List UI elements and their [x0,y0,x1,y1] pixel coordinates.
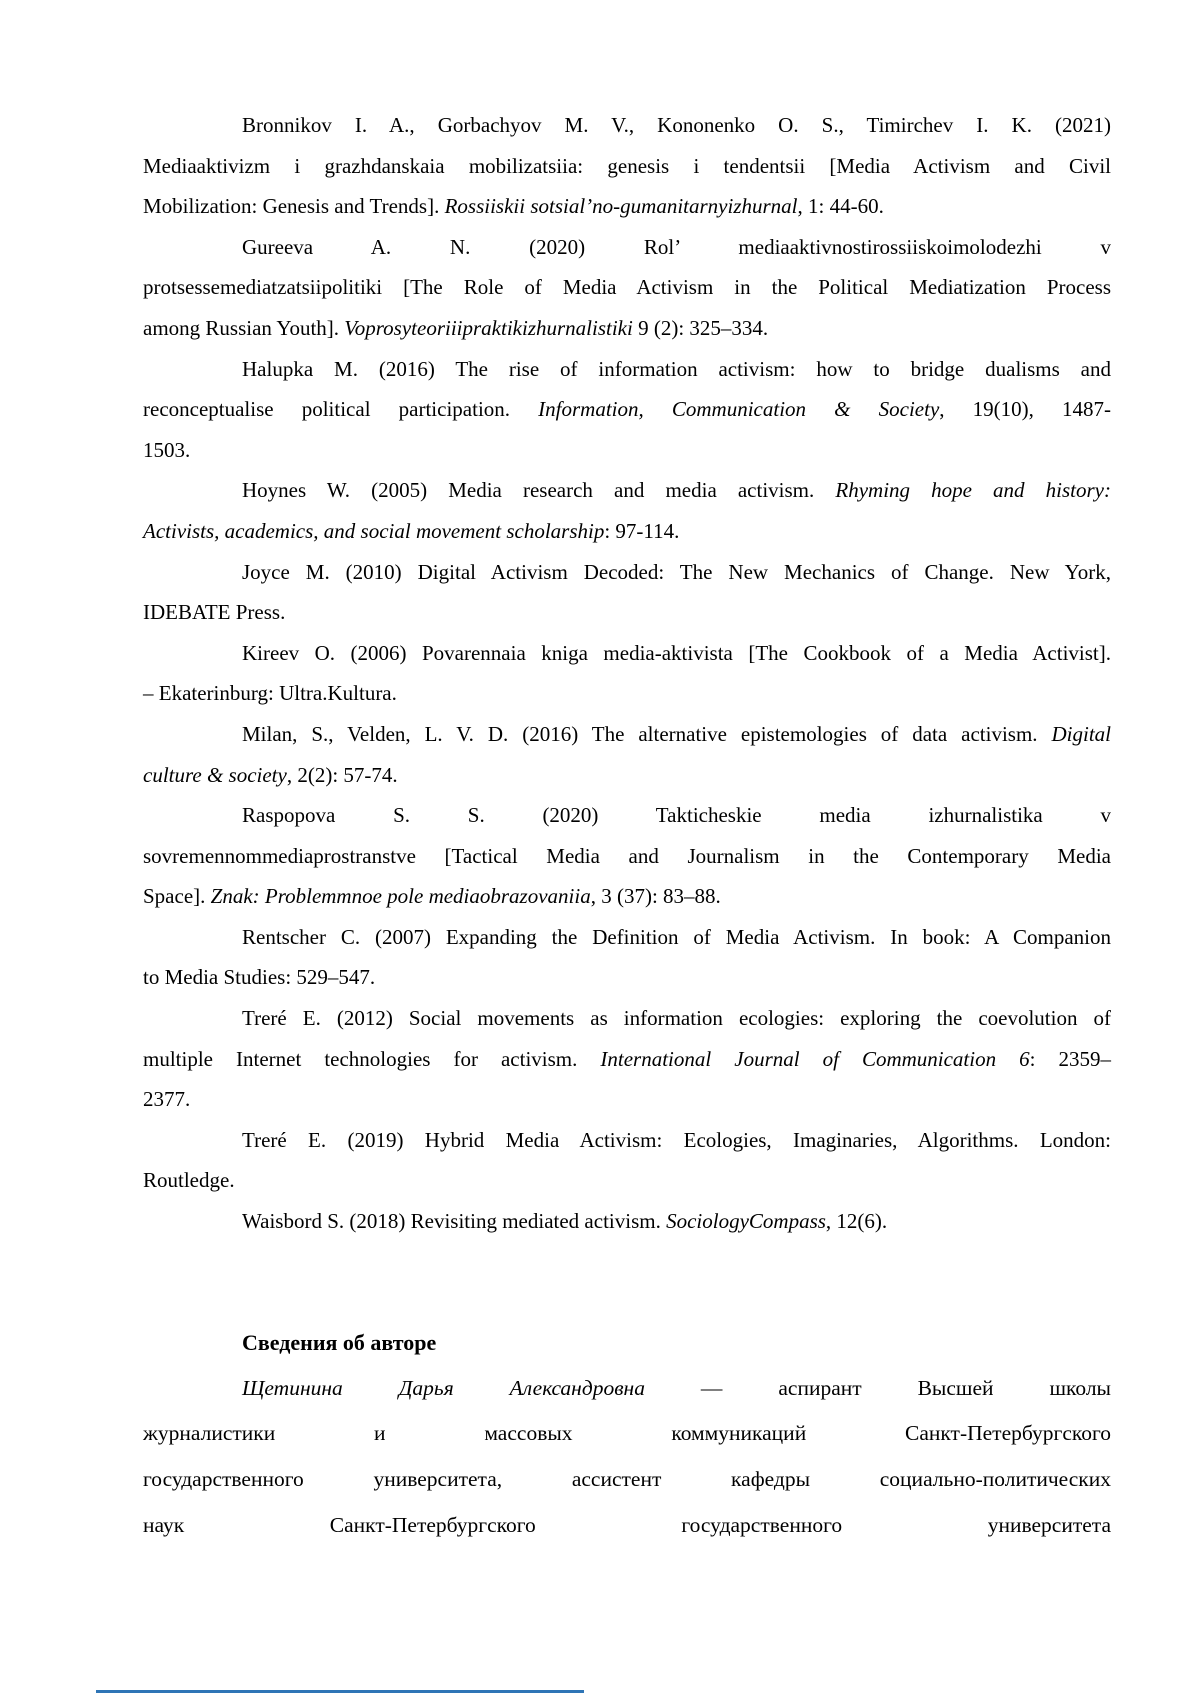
text-segment: Milan, S., Velden, L. V. D. (2016) The alternative epistemologies of data activism. [242,721,1052,746]
references-list [143,105,1111,1242]
author-paragraph [143,1366,1111,1549]
text-line [143,1366,1111,1412]
text-line [143,1457,1111,1503]
text-line [143,1411,1111,1457]
text-line [143,1503,1111,1549]
text-line [143,1201,1111,1242]
text-segment: Routledge. [143,1168,235,1193]
text-segment: reconceptualise political participation. [143,397,539,422]
text-segment: Bronnikov I. A., Gorbachyov M. V., Kononenko O. S., Timirchev I. K. (2021) [242,113,1111,137]
italic-text-segment: Znak: Problemmnoe pole mediaobrazovaniia [210,884,591,909]
text-line [143,552,1111,593]
text-segment: Rentscher C. (2007) Expanding the Definition of Media Activism. In book: A Companion [242,924,1111,949]
text-line [143,876,1111,917]
italic-text-segment: Rossiiskii sotsial’no-gumanitarnyizhurnal [444,194,798,219]
text-line [143,917,1111,958]
footer-divider-line [96,1690,584,1693]
text-segment: to Media Studies: 529–547. [143,965,376,990]
text-segment: , 2(2): 57-74. [286,762,398,787]
text-segment: Raspopova S. S. (2020) Takticheskie media izhurnalistika v [242,803,1111,828]
italic-text-segment: Information, Communication & Society [538,397,940,422]
text-segment: Kireev O. (2006) Povarennaia kniga media-aktivista [The Cookbook of a Media Activist]. [242,640,1111,665]
text-line [143,755,1111,796]
text-line [143,430,1111,471]
text-line [143,592,1111,633]
text-segment: государственного университета, ассистент кафедры социально-политических [143,1467,1111,1492]
text-segment: журналистики и массовых коммуникаций Санкт-Петербургского [143,1421,1111,1446]
text-segment: Space]. [143,884,211,909]
text-line [143,998,1111,1039]
text-segment: among Russian Youth]. [143,315,345,340]
italic-text-segment: Digital [1051,721,1111,746]
text-segment: Treré E. (2019) Hybrid Media Activism: Ecologies, Imaginaries, Algorithms. London: [242,1127,1111,1152]
text-segment: multiple Internet technologies for activism. [143,1046,601,1071]
text-segment: Joyce M. (2010) Digital Activism Decoded: The New Mechanics of Change. New York, [242,559,1111,584]
text-segment: Treré E. (2012) Social movements as information ecologies: exploring the coevolution of [242,1006,1111,1031]
text-segment: , 1: 44-60. [797,194,884,219]
author-section-heading: Сведения об авторе [242,1329,437,1355]
text-line [143,836,1111,877]
text-line [143,349,1111,390]
italic-text-segment: culture & society [143,762,287,787]
text-segment: , 19(10), 1487- [939,397,1111,422]
text-segment: sovremennommediaprostranstve [Tactical Media and Journalism in the Contemporary Media [143,843,1111,868]
text-line [143,308,1111,349]
text-line [143,633,1111,674]
text-line [143,186,1111,227]
text-line [143,389,1111,430]
text-segment: Mobilization: Genesis and Trends]. [143,194,445,219]
text-line [143,267,1111,308]
text-segment: Hoynes W. (2005) Media research and media activism. [242,478,836,503]
text-segment: protsessemediatzatsiipolitiki [The Role of Media Activism in the Political Mediatization Process [143,275,1111,300]
text-line [143,227,1111,268]
text-line [143,1120,1111,1161]
text-line [143,795,1111,836]
text-segment: 2377. [143,1087,191,1112]
page-content [143,105,1111,1549]
text-segment: Waisbord S. (2018) Revisiting mediated activism. [242,1209,667,1234]
text-line [143,714,1111,755]
italic-text-segment: International Journal of Communication 6 [600,1046,1030,1071]
text-line [143,511,1111,552]
text-line [143,1079,1111,1120]
italic-text-segment: Щетинина Дарья Александровна [242,1375,645,1400]
text-line [143,105,1111,146]
italic-text-segment: Activists, academics, and social movement scholarship [143,518,605,543]
text-segment: Mediaaktivizm i grazhdanskaia mobilizatsiia: genesis i tendentsii [Media Activism and Civil [143,153,1111,178]
text-segment: — аспирант Высшей школы [644,1375,1111,1400]
text-segment: Halupka M. (2016) The rise of information activism: how to bridge dualisms and [242,356,1111,381]
text-segment: , 3 (37): 83–88. [590,884,721,909]
text-line [143,1160,1111,1201]
text-segment: 1503. [143,437,191,462]
text-segment: 9 (2): 325–334. [632,315,769,340]
text-line [143,673,1111,714]
text-line [143,146,1111,187]
text-line [143,470,1111,511]
text-segment: IDEBATE Press. [143,600,286,625]
text-segment: : 2359– [1029,1046,1111,1071]
italic-text-segment: Voprosyteoriiipraktikizhurnalistiki [344,315,633,340]
italic-text-segment: SociologyCompass [666,1209,826,1234]
text-line [143,957,1111,998]
text-segment: : 97-114. [604,518,680,543]
italic-text-segment: Rhyming hope and history: [835,478,1111,503]
text-line [143,1039,1111,1080]
text-segment: наук Санкт-Петербургского государственного университета [143,1513,1111,1538]
text-segment: , 12(6). [825,1209,888,1234]
text-segment: Gureeva A. N. (2020) Rol’ mediaaktivnostirossiiskoimolodezhi v [242,234,1111,259]
text-segment: – Ekaterinburg: Ultra.Kultura. [143,681,397,706]
